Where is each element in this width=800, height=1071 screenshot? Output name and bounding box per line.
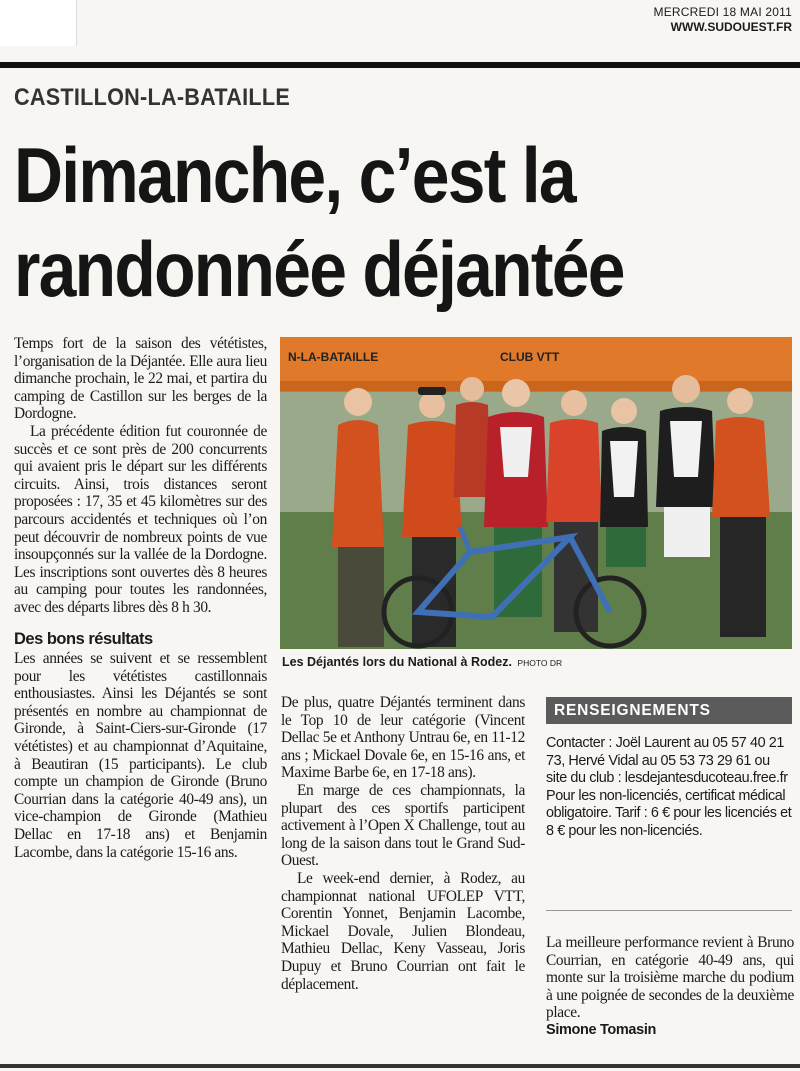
author-byline: Simone Tomasin	[546, 1021, 657, 1038]
rider-5	[546, 390, 602, 632]
paragraph-open-x: En marge de ces championnats, la plupart des ces sportifs participent activement à l’Open X Challenge, tout au long de la saison dans tout le Grand Sud-Ouest.	[281, 781, 525, 870]
rider-1	[332, 388, 384, 647]
header-rule	[0, 62, 800, 68]
headline-line-1: Dimanche, c’est la	[14, 131, 575, 219]
headline-line-2: randonnée déjantée	[14, 225, 624, 313]
article-column-2	[281, 694, 525, 993]
banner-text-left: N-LA-BATAILLE	[288, 350, 379, 364]
website-url[interactable]: WWW.SUDOUEST.FR	[670, 20, 792, 34]
banner-text-right: CLUB VTT	[500, 350, 560, 364]
article-column-1	[14, 335, 267, 861]
info-box-rule	[546, 910, 792, 911]
paragraph-previous-edition: La précédente édition fut couronnée de succès et ce sont près de 200 concurrents qui avaient pris le départ sur les différents circuits. Ainsi, trois distances seront proposées : 17, 35 et 45 kilomètres sur des parcours accidentés et techniques où l’on peut découvrir de nombreux points de vue insoupçonnés sur la vallée de la Dordogne. Les inscriptions sont ouvertes dès 8 heures au camping pour toutes les randonnées, avec des départs libres dès 8 h 30.	[14, 422, 267, 616]
paragraph-rodez: Le week-end dernier, à Rodez, au championnat national UFOLEP VTT, Corentin Yonnet, Benjamin Lacombe, Mickael Dovale, Julien Blondeau, Mathieu Dellac, Keny Vasseau, Joris Dupuy et Bruno Courrian ont fait le déplacement.	[281, 869, 525, 993]
scan-margin-patch	[0, 0, 77, 46]
rider-8	[712, 388, 770, 637]
article-headline	[14, 128, 727, 316]
info-contact: Contacter : Joël Laurent au 05 57 40 21 73, Hervé Vidal au 05 53 73 29 61 ou site du club : lesdejantesducoteau.free.fr	[546, 735, 788, 787]
paragraph-top10: De plus, quatre Déjantés terminent dans le Top 10 de leur catégorie (Vincent Dellac 5e et Anthony Untrau 6e, en 11-12 ans ; Mickael Dovale 6e, en 15-16 ans, et Maxime Barbe 6e, en 17-18 ans).	[281, 694, 525, 782]
team-photo	[280, 337, 792, 649]
article-column-4	[546, 934, 794, 1040]
issue-date: MERCREDI 18 MAI 2011	[653, 5, 792, 19]
footer-rule	[0, 1064, 800, 1068]
photo-credit: PHOTO DR	[517, 658, 563, 668]
caption-text: Les Déjantés lors du National à Rodez.	[282, 655, 512, 669]
paragraph-results: Les années se suivent et se ressemblent pour les vététistes castillonnais enthousiastes. Ainsi les Déjantés se sont présentés en nombre au championnat de Gironde, à Saint-Ciers-sur-Gironde (17 vététistes) et au championnat d’Aquitaine, à Beautiran (15 participants). Le club compte un champion de Gironde (Bruno Courrian dans la catégorie 40-49 ans), un vice-champion de Gironde (Mathieu Dellac en 17-18 ans) et Benjamin Lacombe, dans la catégorie 15-16 ans.	[14, 650, 267, 861]
paragraph-intro: Temps fort de la saison des vététistes, l’organisation de la Déjantée. Elle aura lieu dimanche prochain, le 22 mai, et partira du camping de Castillon sur les berges de la Dordogne.	[14, 335, 267, 423]
info-box-title: RENSEIGNEMENTS	[546, 697, 792, 724]
photo-caption	[282, 655, 562, 669]
paragraph-best-performance: La meilleure performance revient à Bruno Courrian, en catégorie 40-49 ans, qui monte sur la troisième marche du podium à une poignée de secondes de la deuxième place.	[546, 934, 794, 1022]
info-tarif: Pour les non-licenciés, certificat médical obligatoire. Tarif : 6 € pour les licenciés et 8 € pour les non-licenciés.	[546, 787, 792, 839]
info-box	[546, 735, 793, 841]
article-kicker: CASTILLON-LA-BATAILLE	[14, 84, 291, 111]
section-subhead: Des bons résultats	[14, 629, 153, 648]
